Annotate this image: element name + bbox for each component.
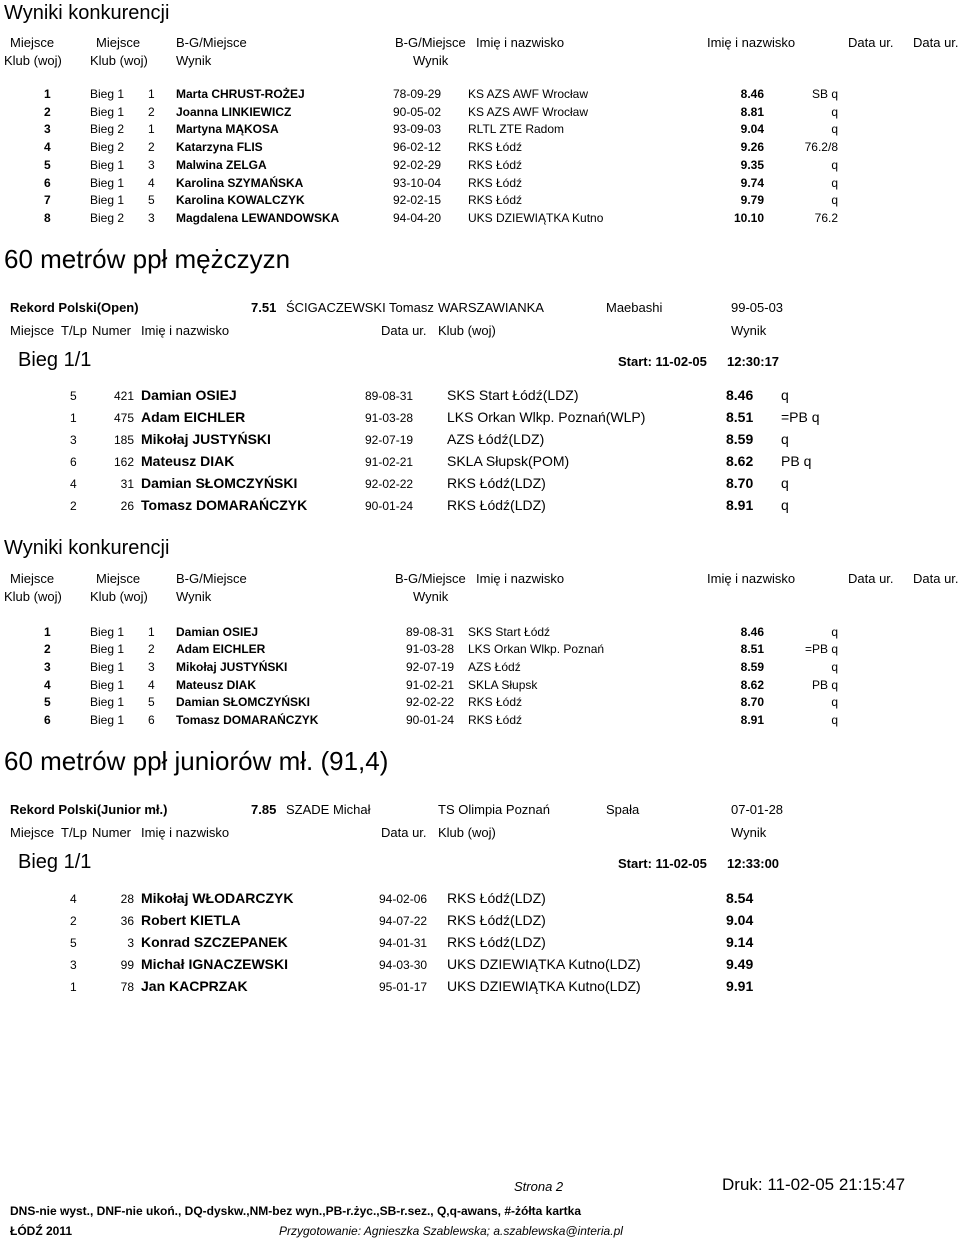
result-note: q: [831, 176, 838, 190]
bib-number: 421: [113, 389, 134, 403]
result: 9.49: [726, 956, 754, 972]
table-row: [0, 713, 960, 730]
table-row: [0, 642, 960, 659]
place: 3: [44, 122, 51, 136]
result-note: q: [831, 713, 838, 727]
result: 8.70: [726, 475, 754, 491]
table-row: [0, 695, 960, 712]
result: 8.62: [740, 678, 764, 692]
athlete-name: Joanna LINKIEWICZ: [176, 105, 292, 119]
start-label: Start: 11-02-05: [618, 856, 707, 871]
club: RKS Łódź: [468, 140, 523, 154]
table-row: [0, 678, 960, 695]
result-note: SB q: [811, 87, 838, 101]
col-header: Imię i nazwisko: [476, 571, 565, 586]
result: 10.10: [733, 211, 764, 225]
result-note: =PB q: [804, 642, 838, 656]
table-row: [0, 105, 960, 122]
col-header: Klub (woj): [4, 53, 62, 68]
athlete-name: Konrad SZCZEPANEK: [141, 934, 288, 950]
result: 8.70: [740, 695, 764, 709]
birth-date: 91-03-28: [406, 642, 455, 656]
col-header: Klub (woj): [90, 53, 148, 68]
birth-date: 94-02-06: [379, 892, 428, 906]
result-note: PB q: [811, 678, 838, 692]
table-row: [0, 660, 960, 677]
athlete-name: Magdalena LEWANDOWSKA: [176, 211, 340, 225]
birth-date: 92-02-15: [393, 193, 442, 207]
page-number: Strona 2: [514, 1179, 564, 1194]
result: 9.04: [740, 122, 764, 136]
heat: Bieg 1: [90, 660, 125, 674]
bib-number: 3: [127, 936, 134, 950]
heat: Bieg 2: [90, 140, 125, 154]
result: 9.14: [726, 934, 754, 950]
club: KS AZS AWF Wrocław: [468, 87, 589, 101]
event-title: 60 metrów ppł juniorów mł. (91,4): [4, 746, 389, 776]
result: 8.46: [726, 387, 754, 403]
athlete-name: Katarzyna FLIS: [176, 140, 263, 154]
col-header: Wynik: [731, 323, 767, 338]
heat-label: Bieg 1/1: [18, 851, 92, 873]
birth-date: 92-07-19: [365, 433, 414, 447]
table-row: [0, 193, 960, 210]
bib-number: 31: [120, 477, 134, 491]
result: 9.91: [726, 978, 754, 994]
club: RKS Łódź(LDZ): [447, 497, 546, 513]
col-header: Data ur.: [848, 571, 894, 586]
col-header: B-G/Miejsce: [395, 571, 466, 586]
record-value: 7.51: [251, 300, 277, 315]
bib-number: 475: [113, 411, 134, 425]
table-row: [0, 453, 960, 475]
col-header: Miejsce: [10, 825, 55, 840]
col-header: Data ur.: [381, 323, 427, 338]
result: 9.79: [740, 193, 764, 207]
athlete-name: Martyna MĄKOSA: [176, 122, 279, 136]
lane: 2: [148, 140, 155, 154]
club: SKLA Słupsk: [468, 678, 538, 692]
table-row: [0, 158, 960, 175]
col-header: Klub (woj): [438, 323, 496, 338]
col-header: Miejsce: [96, 35, 141, 50]
birth-date: 91-03-28: [365, 411, 414, 425]
table-row: [0, 475, 960, 497]
col-header: Imię i nazwisko: [141, 825, 230, 840]
result-note: q: [781, 387, 789, 403]
birth-date: 94-04-20: [393, 211, 442, 225]
result: 9.26: [740, 140, 764, 154]
col-header: Wynik: [413, 53, 449, 68]
section-heading: Wyniki konkurencji: [4, 2, 170, 24]
result: 8.46: [740, 625, 764, 639]
col-header: Miejsce: [96, 571, 141, 586]
col-header: Imię i nazwisko: [476, 35, 565, 50]
club: KS AZS AWF Wrocław: [468, 105, 589, 119]
table-row: [0, 956, 960, 978]
club: AZS Łódź: [468, 660, 521, 674]
lane: 6: [148, 713, 155, 727]
record-date: 99-05-03: [731, 300, 784, 315]
lane: 1: [70, 980, 77, 994]
place: 4: [44, 678, 51, 692]
record-club: TS Olimpia Poznań: [438, 802, 550, 817]
table-row: [0, 176, 960, 193]
table-row: [0, 387, 960, 409]
col-header: B-G/Miejsce: [176, 35, 247, 50]
bib-number: 162: [113, 455, 134, 469]
col-header: Wynik: [176, 53, 212, 68]
lane: 5: [70, 936, 77, 950]
result: 8.81: [740, 105, 764, 119]
bib-number: 78: [120, 980, 134, 994]
city-year: ŁÓDŹ 2011: [10, 1224, 73, 1238]
result-note: q: [831, 158, 838, 172]
table-row: [0, 140, 960, 157]
result: 9.04: [726, 912, 754, 928]
lane: 6: [70, 455, 77, 469]
lane: 1: [70, 411, 77, 425]
bib-number: 28: [120, 892, 134, 906]
club: AZS Łódź(LDZ): [447, 431, 545, 447]
club: RKS Łódź(LDZ): [447, 890, 546, 906]
record-place: Maebashi: [606, 300, 663, 315]
lane: 4: [148, 176, 155, 190]
club: SKLA Słupsk(POM): [447, 453, 570, 469]
result-note: 76.2: [814, 211, 838, 225]
lane: 1: [148, 122, 155, 136]
place: 7: [44, 193, 51, 207]
birth-date: 95-01-17: [379, 980, 428, 994]
col-header: Data ur.: [913, 571, 959, 586]
birth-date: 90-05-02: [393, 105, 442, 119]
result-note: q: [831, 660, 838, 674]
table-row: [0, 625, 960, 642]
place: 6: [44, 176, 51, 190]
print-timestamp: Druk: 11-02-05 21:15:47: [722, 1175, 906, 1194]
athlete-name: Tomasz DOMARAŃCZYK: [141, 497, 308, 513]
athlete-name: Damian SŁOMCZYŃSKI: [176, 695, 311, 709]
bib-number: 185: [113, 433, 134, 447]
col-header: Wynik: [176, 589, 212, 604]
col-header: Imię i nazwisko: [707, 571, 796, 586]
athlete-name: Mikołaj WŁODARCZYK: [141, 890, 294, 906]
birth-date: 94-03-30: [379, 958, 428, 972]
lane: 2: [148, 642, 155, 656]
result-note: q: [831, 193, 838, 207]
prepared-by: Przygotowanie: Agnieszka Szablewska; a.szablewska@interia.pl: [279, 1224, 623, 1238]
place: 1: [44, 625, 51, 639]
heat: Bieg 1: [90, 642, 125, 656]
lane: 3: [70, 433, 77, 447]
club: LKS Orkan Wlkp. Poznań(WLP): [447, 409, 646, 425]
result: 8.51: [726, 409, 754, 425]
section-heading: Wyniki konkurencji: [4, 537, 170, 559]
col-header: Wynik: [731, 825, 767, 840]
record-label: Rekord Polski(Open): [10, 300, 139, 315]
record-value: 7.85: [251, 802, 277, 817]
col-header: Klub (woj): [4, 589, 62, 604]
bib-number: 26: [120, 499, 134, 513]
birth-date: 92-02-22: [406, 695, 455, 709]
lane: 4: [148, 678, 155, 692]
record-date: 07-01-28: [731, 802, 784, 817]
col-header: Imię i nazwisko: [141, 323, 230, 338]
table-row: [0, 211, 960, 228]
result-note: =PB q: [781, 409, 820, 425]
table-row: [0, 497, 960, 519]
table-row: [0, 122, 960, 139]
col-header: Data ur.: [381, 825, 427, 840]
heat: Bieg 1: [90, 87, 125, 101]
birth-date: 93-10-04: [393, 176, 442, 190]
lane: 5: [148, 695, 155, 709]
result: 8.59: [726, 431, 754, 447]
col-header: Data ur.: [848, 35, 894, 50]
heat: Bieg 1: [90, 193, 125, 207]
table-row: [0, 890, 960, 912]
lane: 3: [148, 211, 155, 225]
lane: 2: [70, 914, 77, 928]
result-note: q: [781, 497, 789, 513]
club: SKS Start Łódź(LDZ): [447, 387, 579, 403]
result-note: 76.2/8: [804, 140, 838, 154]
birth-date: 92-07-19: [406, 660, 455, 674]
club: RKS Łódź: [468, 176, 523, 190]
col-header: B-G/Miejsce: [395, 35, 466, 50]
place: 5: [44, 695, 51, 709]
bib-number: 99: [120, 958, 134, 972]
col-header: Numer: [92, 825, 132, 840]
result-note: q: [831, 695, 838, 709]
legend-text: DNS-nie wyst., DNF-nie ukoń., DQ-dyskw.,NM-bez wyn.,PB-r.życ.,SB-r.sez., Q,q-awans, #-żółta kartka: [10, 1204, 582, 1218]
club: UKS DZIEWIĄTKA Kutno: [468, 211, 604, 225]
col-header: Klub (woj): [90, 589, 148, 604]
athlete-name: Malwina ZELGA: [176, 158, 267, 172]
club: RKS Łódź(LDZ): [447, 475, 546, 491]
birth-date: 78-09-29: [393, 87, 442, 101]
table-row: [0, 934, 960, 956]
birth-date: 94-07-22: [379, 914, 428, 928]
birth-date: 89-08-31: [406, 625, 455, 639]
athlete-name: Jan KACPRZAK: [141, 978, 248, 994]
place: 3: [44, 660, 51, 674]
place: 8: [44, 211, 51, 225]
table-row: [0, 409, 960, 431]
athlete-name: Mateusz DIAK: [141, 453, 235, 469]
record-club: WARSZAWIANKA: [438, 300, 544, 315]
club: RLTL ZTE Radom: [468, 122, 565, 136]
result-note: PB q: [781, 453, 812, 469]
athlete-name: Marta CHRUST-ROŻEJ: [176, 87, 305, 101]
club: RKS Łódź(LDZ): [447, 912, 546, 928]
club: LKS Orkan Wlkp. Poznań: [468, 642, 605, 656]
club: RKS Łódź: [468, 193, 523, 207]
result-note: q: [831, 625, 838, 639]
result: 9.74: [740, 176, 764, 190]
lane: 4: [70, 477, 77, 491]
heat-label: Bieg 1/1: [18, 349, 92, 371]
result: 8.91: [740, 713, 764, 727]
club: UKS DZIEWIĄTKA Kutno(LDZ): [447, 956, 641, 972]
lane: 1: [148, 87, 155, 101]
athlete-name: Mikołaj JUSTYŃSKI: [176, 660, 288, 674]
record-holder: SZADE Michał: [286, 802, 371, 817]
birth-date: 94-01-31: [379, 936, 428, 950]
col-header: Miejsce: [10, 35, 55, 50]
bib-number: 36: [120, 914, 134, 928]
result: 9.35: [740, 158, 764, 172]
heat: Bieg 1: [90, 678, 125, 692]
col-header: Miejsce: [10, 571, 55, 586]
result: 8.46: [740, 87, 764, 101]
record-label: Rekord Polski(Junior mł.): [10, 802, 168, 817]
club: RKS Łódź(LDZ): [447, 934, 546, 950]
birth-date: 96-02-12: [393, 140, 442, 154]
col-header: Imię i nazwisko: [707, 35, 796, 50]
result-note: q: [831, 105, 838, 119]
col-header: T/Lp: [61, 323, 88, 338]
athlete-name: Karolina SZYMAŃSKA: [176, 176, 304, 190]
col-header: Miejsce: [10, 323, 55, 338]
record-place: Spała: [606, 802, 640, 817]
result: 8.59: [740, 660, 764, 674]
result: 8.91: [726, 497, 754, 513]
result-note: q: [831, 122, 838, 136]
heat: Bieg 1: [90, 105, 125, 119]
birth-date: 93-09-03: [393, 122, 442, 136]
athlete-name: Adam EICHLER: [176, 642, 266, 656]
col-header: Data ur.: [913, 35, 959, 50]
start-time: 12:33:00: [727, 856, 780, 871]
club: RKS Łódź: [468, 158, 523, 172]
athlete-name: Karolina KOWALCZYK: [176, 193, 305, 207]
heat: Bieg 1: [90, 625, 125, 639]
col-header: T/Lp: [61, 825, 88, 840]
birth-date: 90-01-24: [406, 713, 455, 727]
event-title: 60 metrów ppł mężczyzn: [4, 244, 291, 274]
club: RKS Łódź: [468, 695, 523, 709]
result-note: q: [781, 431, 789, 447]
col-header: B-G/Miejsce: [176, 571, 247, 586]
place: 1: [44, 87, 51, 101]
birth-date: 91-02-21: [406, 678, 455, 692]
athlete-name: Adam EICHLER: [141, 409, 246, 425]
heat: Bieg 1: [90, 695, 125, 709]
athlete-name: Damian OSIEJ: [141, 387, 237, 403]
birth-date: 90-01-24: [365, 499, 414, 513]
athlete-name: Michał IGNACZEWSKI: [141, 956, 289, 972]
result: 8.51: [740, 642, 764, 656]
place: 5: [44, 158, 51, 172]
club: SKS Start Łódź: [468, 625, 551, 639]
birth-date: 92-02-29: [393, 158, 442, 172]
lane: 3: [70, 958, 77, 972]
heat: Bieg 2: [90, 122, 125, 136]
heat: Bieg 1: [90, 176, 125, 190]
result-note: q: [781, 475, 789, 491]
club: RKS Łódź: [468, 713, 523, 727]
athlete-name: Tomasz DOMARAŃCZYK: [176, 713, 319, 727]
col-header: Numer: [92, 323, 132, 338]
start-label: Start: 11-02-05: [618, 354, 707, 369]
place: 2: [44, 105, 51, 119]
heat: Bieg 1: [90, 158, 125, 172]
record-holder: ŚCIGACZEWSKI Tomasz: [286, 300, 434, 315]
athlete-name: Robert KIETLA: [141, 912, 241, 928]
athlete-name: Mateusz DIAK: [176, 678, 257, 692]
lane: 3: [148, 660, 155, 674]
start-time: 12:30:17: [727, 354, 780, 369]
heat: Bieg 2: [90, 211, 125, 225]
table-row: [0, 912, 960, 934]
place: 6: [44, 713, 51, 727]
lane: 3: [148, 158, 155, 172]
lane: 2: [148, 105, 155, 119]
result: 8.62: [726, 453, 754, 469]
lane: 2: [70, 499, 77, 513]
heat: Bieg 1: [90, 713, 125, 727]
place: 4: [44, 140, 51, 154]
lane: 5: [70, 389, 77, 403]
col-header: Wynik: [413, 589, 449, 604]
lane: 1: [148, 625, 155, 639]
table-row: [0, 431, 960, 453]
table-row: [0, 87, 960, 104]
col-header: Klub (woj): [438, 825, 496, 840]
birth-date: 92-02-22: [365, 477, 414, 491]
lane: 5: [148, 193, 155, 207]
birth-date: 89-08-31: [365, 389, 414, 403]
birth-date: 91-02-21: [365, 455, 414, 469]
athlete-name: Damian OSIEJ: [176, 625, 259, 639]
table-row: [0, 978, 960, 1000]
athlete-name: Damian SŁOMCZYŃSKI: [141, 475, 298, 491]
club: UKS DZIEWIĄTKA Kutno(LDZ): [447, 978, 641, 994]
place: 2: [44, 642, 51, 656]
athlete-name: Mikołaj JUSTYŃSKI: [141, 431, 271, 447]
result: 8.54: [726, 890, 754, 906]
lane: 4: [70, 892, 77, 906]
